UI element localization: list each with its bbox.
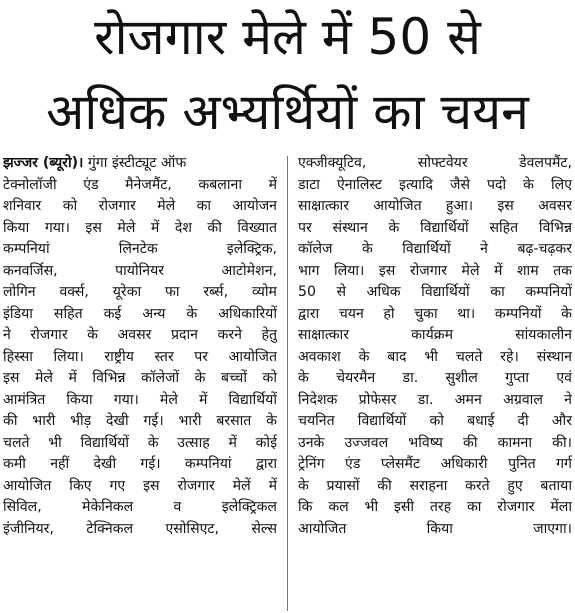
article-line: की भारी भीड़ देखी गई। भारी बरसात के bbox=[3, 413, 277, 429]
article-line: अवकाश के बाद भी चलते रहे। संस्थान bbox=[298, 348, 572, 365]
headline-line-2: अधिक अभ्यर्थियों का चयन bbox=[46, 83, 529, 141]
article-line: इंजीनियर, टेक्निकल एसोसिएट, सेल्स bbox=[3, 520, 277, 537]
article-line: ने रोजगार के अवसर प्रदान करने हेतु bbox=[3, 327, 277, 343]
article-line: हिस्सा लिया। राष्ट्रीय स्तर पर आयोजित bbox=[3, 348, 277, 365]
article-line: निदेशक प्रोफेसर डा. अमन अग्रवाल ने bbox=[298, 391, 572, 408]
article-line: के चेयरमैन डा. सुशील गुप्ता एवं bbox=[298, 370, 572, 386]
article-line: कम्पनियां लिनटेक इलेक्ट्रिक, bbox=[3, 241, 277, 257]
article-line: कमी नहीं देखी गई। कम्पनियां द्वारा bbox=[3, 456, 277, 472]
article-line: आयोजित किए गए इस रोजगार मेलें में bbox=[3, 477, 277, 494]
article-line: आमंत्रित किया गया। मेले में विद्यार्थियों bbox=[3, 391, 277, 408]
article-line bbox=[3, 153, 277, 175]
article-line: ट्रेनिंग एंड प्लेसमैंट अधिकारी पुनित गर्ग bbox=[298, 456, 572, 472]
article-line: कनवर्जिस, पायोनियर आटोमेशन, bbox=[3, 262, 277, 279]
headline-line-1: रोजगार मेले में 50 से bbox=[94, 8, 481, 66]
article-line: चयनित विद्यार्थियों को बधाई दी और bbox=[298, 413, 572, 429]
article-line: चलते भी विद्यार्थियों के उत्साह में कोई bbox=[3, 434, 277, 451]
article-column-1 bbox=[3, 153, 277, 613]
article-line: उनके उज्जवल भविष्य की कामना की। bbox=[298, 434, 572, 451]
article-line: डाटा ऐनालिस्ट इत्यादि जैसे पदो के लिए bbox=[298, 176, 572, 193]
article-line: सिविल, मेकेनिकल व इलेक्ट्रिकल bbox=[3, 499, 277, 515]
article-line: पर संस्थान के विद्यार्थियों सहित विभिन्न bbox=[298, 219, 572, 236]
article-line: लोगिन वर्क्स, यूरेका फा रर्ब्स, व्योम bbox=[3, 284, 277, 300]
article-line: भाग लिया। इस रोजगार मेले में शाम तक bbox=[298, 262, 572, 279]
article-line: साक्षात्कार आयोजित हुआ। इस अवसर bbox=[298, 198, 572, 214]
article-line: द्वारा चयन हो चुका था। कम्पनियों के bbox=[298, 305, 572, 322]
article-line: इस मेले में विभिन्न कॉलेजों के बच्चों को bbox=[3, 370, 277, 386]
article-line: कि कल भी इसी तरह का रोजगार मेंला bbox=[298, 499, 572, 515]
article-line: एक्जीक्यूटिव, सोफ्टवेयर डेवलपमैंट, bbox=[298, 155, 572, 171]
article-column-2 bbox=[298, 153, 572, 613]
article-line: इंडिया सहित कई अन्य के अधिकारियों bbox=[3, 305, 277, 322]
article-line: के प्रयासों की सराहना करते हुए बताया bbox=[298, 477, 572, 494]
article-line: साक्षात्कार कार्यक्रम सांयकालीन bbox=[298, 327, 572, 343]
column-divider bbox=[287, 156, 288, 611]
article-line: टेक्नोलॉजी एंड मैनेजमैंट, कबलाना में bbox=[3, 176, 277, 193]
article-line: कॉलेज के विद्यार्थियों ने बढ़-चढ़कर bbox=[298, 241, 572, 257]
article-line-text: गुंगा इंस्टीट्यूट ऑफ bbox=[83, 155, 187, 171]
article-line: 50 से अधिक विद्यार्थियों का कम्पनियों bbox=[298, 284, 572, 300]
dateline: झज्जर (ब्यूरो)। bbox=[3, 155, 84, 171]
article-line: शनिवार को रोजगार मेले का आयोजन bbox=[3, 198, 277, 214]
article-line: किया गया। इस मेले में देश की विख्यात bbox=[3, 219, 277, 236]
article-line: आयोजित किया जाएगा। bbox=[298, 520, 572, 537]
